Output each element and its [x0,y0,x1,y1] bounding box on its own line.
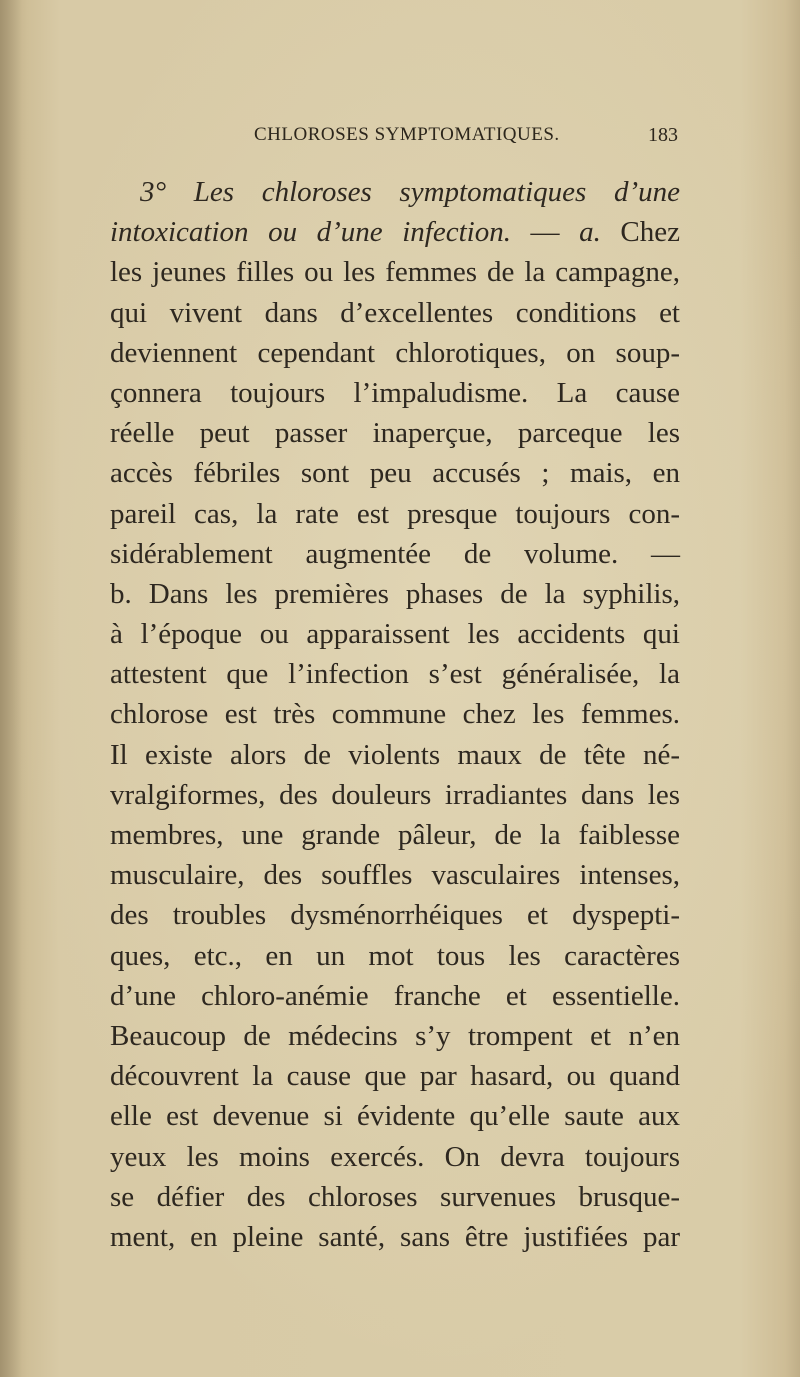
text-line: chlorose est très commune chez les femmes. [110,698,680,731]
heading-continuation: intoxication ou d’une infection. [110,216,511,249]
text-line: Beaucoup de médecins s’y trompent et n’en [110,1019,680,1052]
text-line: des troubles dysménorrhéiques et dyspepti- [110,899,680,932]
text-line: b. Dans les premières phases de la syphilis, [110,577,680,610]
text-line: elle est devenue si évidente qu’elle saute aux [110,1100,680,1133]
body-text [110,172,680,1257]
text-line: accès fébriles sont peu accusés ; mais, en [110,457,680,490]
page-gutter-shadow [0,0,22,1377]
text-line: réelle peut passer inaperçue, parceque les [110,417,680,450]
text-line: 3° Les chloroses symptomatiques d’une [140,176,680,208]
text-line: ment, en pleine santé, sans être justifiées par [110,1220,680,1253]
text-line: d’une chloro-anémie franche et essentielle. [110,979,680,1012]
text-line: qui vivent dans d’excellentes conditions et [110,296,680,329]
text-line: deviennent cependant chlorotiques, on soup- [110,336,680,369]
text-line: vralgiformes, des douleurs irradiantes dans les [110,778,680,811]
page-number: 183 [648,124,678,146]
text-line: musculaire, des souffles vasculaires intenses, [110,859,680,892]
text-line: çonnera toujours l’impaludisme. La cause [110,376,680,409]
text-line: yeux les moins exercés. On devra toujours [110,1140,680,1173]
text-line: les jeunes filles ou les femmes de la campagne, [110,256,680,289]
text-line: Il existe alors de violents maux de tête né- [110,738,680,771]
text-line: sidérablement augmentée de volume. — [110,537,680,570]
text-line: se défier des chloroses survenues brusque- [110,1180,680,1213]
text-line: ques, etc., en un mot tous les caractères [110,939,680,972]
text-line: intoxication ou d’une infection. — a. Chez [110,216,680,249]
text-line: découvrent la cause que par hasard, ou quand [110,1060,680,1093]
text-line: attestent que l’infection s’est généralisée, la [110,658,680,691]
running-title: CHLOROSES SYMPTOMATIQUES. [254,124,560,145]
text-line: membres, une grande pâleur, de la faiblesse [110,819,680,851]
page-header [118,124,678,154]
text-line: pareil cas, la rate est presque toujours con- [110,497,680,530]
text-line: à l’époque ou apparaissent les accidents qui [110,618,680,651]
